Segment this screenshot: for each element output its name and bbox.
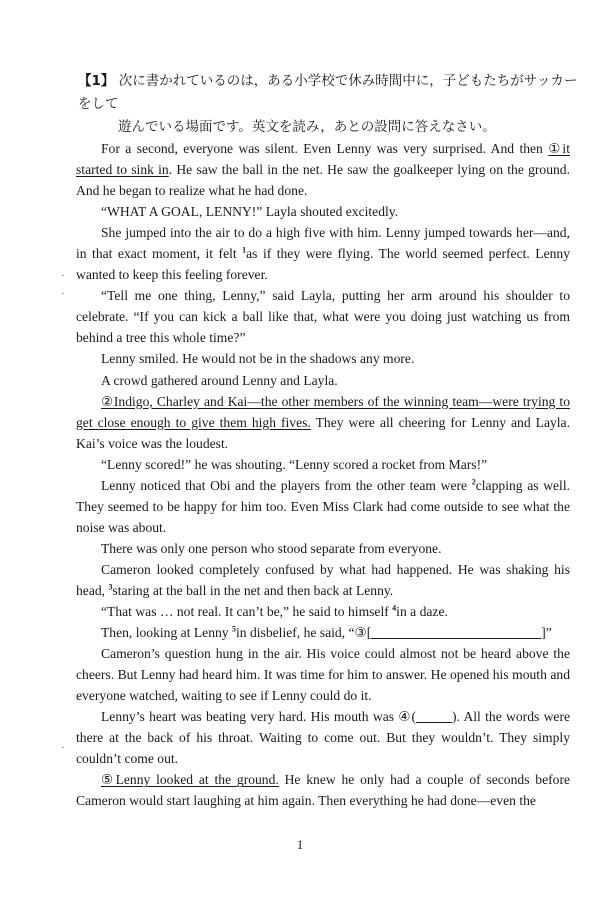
margin-dot <box>62 275 64 276</box>
paragraph-3: She jumped into the air to do a high five with him. Lenny jumped towards her—and, in that exact moment, it felt $^1$as if they were flying. The world seemed perfect. Lenny wanted to keep this feeling forever. <box>76 225 570 283</box>
paragraph-1: For a second, everyone was silent. Even Lenny was very surprised. And then ①it started to sink in. He saw the ball in the net. He saw the goalkeeper lying on the ground. And he began to realize what he had done. <box>76 141 570 199</box>
paragraph-14: Cameron’s question hung in the air. His voice could almost not be heard above the cheers. But Lenny had heard him. It was time for him to answer. He opened his mouth and everyone watched, waiting to see if Lenny could do it. <box>76 646 570 704</box>
instruction-line-2: 遊んでいる場面です。英文を読み，あとの設問に答えなさい。 <box>118 119 496 135</box>
note-5: 5 <box>232 624 236 634</box>
paragraph-11: Cameron looked completely confused by what had happened. He was shaking his head, $^3$staring at the ball in the net and then back at Lenny. <box>76 561 570 598</box>
answer-blank-4[interactable] <box>416 709 452 723</box>
paragraph-12: “That was … not real. It can’t be,” he said to himself $^4$in a daze. <box>101 603 448 620</box>
paragraph-10: There was only one person who stood separate from everyone. <box>101 540 442 556</box>
instruction-line-1: 次に書かれているのは，ある小学校で休み時間中に，子どもたちがサッカーをして <box>78 73 578 112</box>
paragraph-6: A crowd gathered around Lenny and Layla. <box>101 372 338 388</box>
paragraph-9: Lenny noticed that Obi and the players from the other team were $^2$clapping as well. They seemed to be happy for him too. Even Miss Clark had come outside to see what the noise was about. <box>76 477 571 535</box>
note-1: 1 <box>242 245 247 255</box>
passage <box>76 138 570 812</box>
question-number: 【1】 <box>78 73 115 89</box>
paragraph-5: Lenny smiled. He would not be in the shadows any more. <box>101 351 415 367</box>
note-4: 4 <box>392 603 397 613</box>
page-number: 1 <box>296 837 304 852</box>
underline-5: ⑤Lenny looked at the ground. <box>101 772 279 788</box>
paragraph-15: Lenny’s heart was beating very hard. His mouth was ④( ). All the words were there at the back of his throat. Waiting to come out. But they wouldn’t. They simply couldn’t come out. <box>76 709 571 767</box>
answer-blank-3[interactable] <box>371 625 541 639</box>
paragraph-16: ⑤Lenny looked at the ground. He knew he only had a couple of seconds before Cameron would start laughing at him again. Then everything he had done—even the <box>76 772 570 809</box>
margin-dot <box>62 293 64 294</box>
paragraph-8: “Lenny scored!” he was shouting. “Lenny scored a rocket from Mars!” <box>101 456 488 472</box>
paragraph-13: Then, looking at Lenny $^5$in disbelief, he said, “③[ ]” <box>101 624 552 641</box>
paragraph-2: “WHAT A GOAL, LENNY!” Layla shouted excitedly. <box>101 204 399 220</box>
underline-1: ①it started to sink in <box>76 141 570 178</box>
note-2: 2 <box>471 477 476 487</box>
paragraph-4: “Tell me one thing, Lenny,” said Layla, putting her arm around his shoulder to celebrate. “If you can kick a ball like that, what were you doing just watching us from behind a tree this whole time?” <box>76 288 570 346</box>
question-header <box>78 70 578 139</box>
note-3: 3 <box>108 582 113 592</box>
underline-2: ②Indigo, Charley and Kai—the other members of the winning team—were trying to get close enough to give them high fives. <box>76 393 570 430</box>
paragraph-7: ②Indigo, Charley and Kai—the other members of the winning team—were trying to get close enough to give them high fives. They were all cheering for Lenny and Layla. Kai’s voice was the loudest. <box>76 393 570 451</box>
margin-dot <box>62 747 64 748</box>
